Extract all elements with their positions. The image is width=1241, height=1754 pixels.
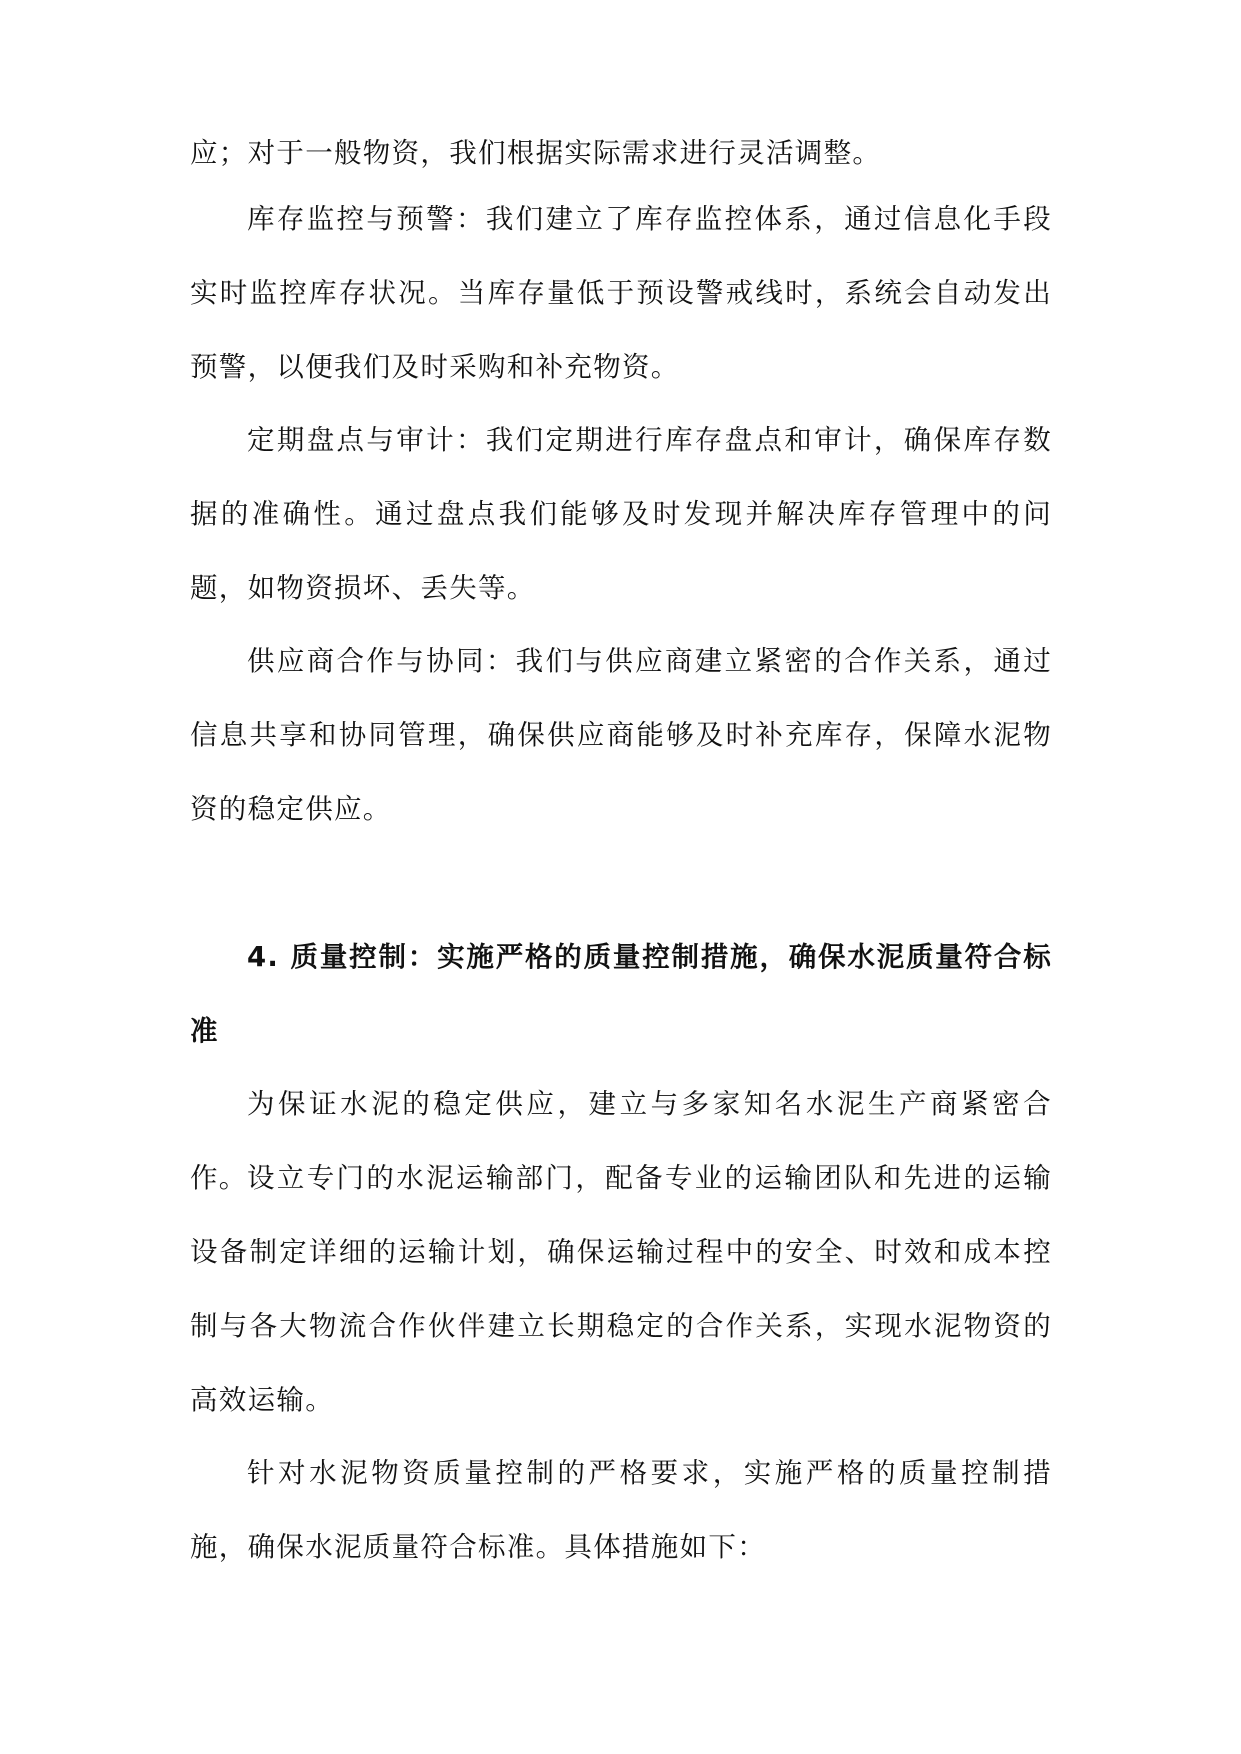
paragraph-inventory-monitoring: 库存监控与预警：我们建立了库存监控体系，通过信息化手段实时监控库存状况。当库存量低于预设警戒线时，系统会自动发出预警，以便我们及时采购和补充物资。 — [190, 203, 1052, 383]
paragraph-supplier-cooperation: 供应商合作与协同：我们与供应商建立紧密的合作关系，通过信息共享和协同管理，确保供应商能够及时补充库存，保障水泥物资的稳定供应。 — [190, 645, 1052, 825]
paragraph-quality-measures: 针对水泥物资质量控制的严格要求，实施严格的质量控制措施，确保水泥质量符合标准。具体措施如下： — [190, 1457, 1052, 1563]
paragraph-continuation: 应；对于一般物资，我们根据实际需求进行灵活调整。 — [190, 137, 882, 169]
paragraph-transport-department: 设立专门的水泥运输部门，配备专业的运输团队和先进的运输设备制定详细的运输计划，确保运输过程中的安全、时效和成本控制与各大物流合作伙伴建立长期稳定的合作关系，实现水泥物资的高效运输。 — [190, 1162, 1052, 1416]
section-heading-quality-control: 4. 质量控制：实施严格的质量控制措施，确保水泥质量符合标准 — [190, 941, 1052, 1047]
paragraph-stable-supply: 为保证水泥的稳定供应，建立与多家知名水泥生产商紧密合作。 — [190, 1088, 1052, 1194]
paragraph-periodic-audit: 定期盘点与审计：我们定期进行库存盘点和审计，确保库存数据的准确性。通过盘点我们能够及时发现并解决库存管理中的问题，如物资损坏、丢失等。 — [190, 424, 1052, 604]
